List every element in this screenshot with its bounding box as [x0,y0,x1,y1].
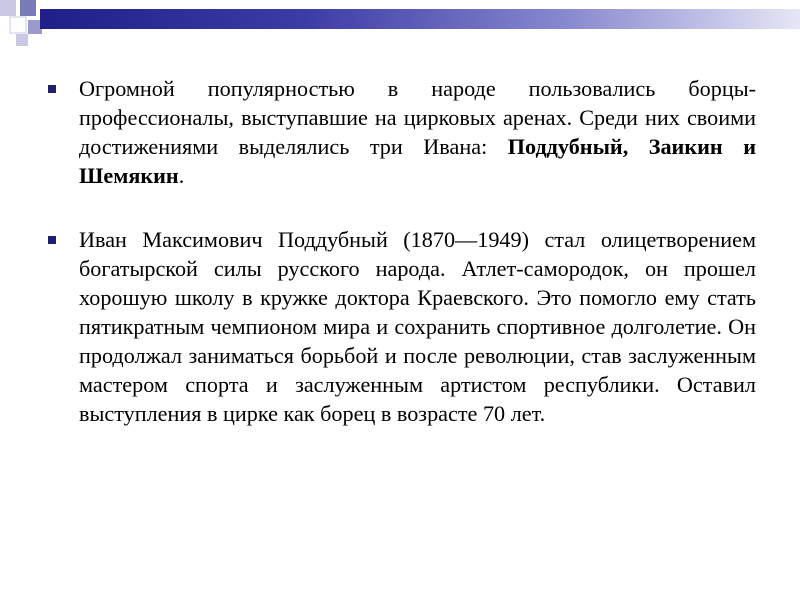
header-square-1 [0,0,16,16]
header-square-5 [16,34,28,46]
bullet-item-1 [44,74,756,190]
header-square-2 [20,0,36,16]
square-bullet-icon [48,236,56,244]
bullet-text-2: Иван Максимович Поддубный (1870—1949) стал олицетворением богатырской силы русского народа. Атлет-самородок, он прошел хорошую школу в кружке доктора Краевского. Это помогло ему стать пятикратным чемпионом мира и сохранить спортивное долголетие. Он продолжал заниматься борьбой и после революции, став заслуженным мастером спорта и заслуженным артистом республики. Оставил выступления в цирке как борец в возрасте 70 лет. [79,227,756,426]
bullet-item-2 [44,225,756,428]
bullet-1-plain-text: Огромной популярностью в народе пользовались борцы-профессионалы, выступавшие на цирковых аренах. Среди них своими достижениями выделялись три Ивана: [79,76,756,159]
header-gradient-bar [40,9,800,29]
slide-content [44,74,756,463]
bullet-1-bold-names: Поддубный, Заикин и Шемякин [79,134,756,188]
bullet-1-end-punctuation: . [178,163,185,188]
bullet-text-1 [79,74,756,190]
square-bullet-icon [48,85,56,93]
header-square-3 [10,17,26,33]
